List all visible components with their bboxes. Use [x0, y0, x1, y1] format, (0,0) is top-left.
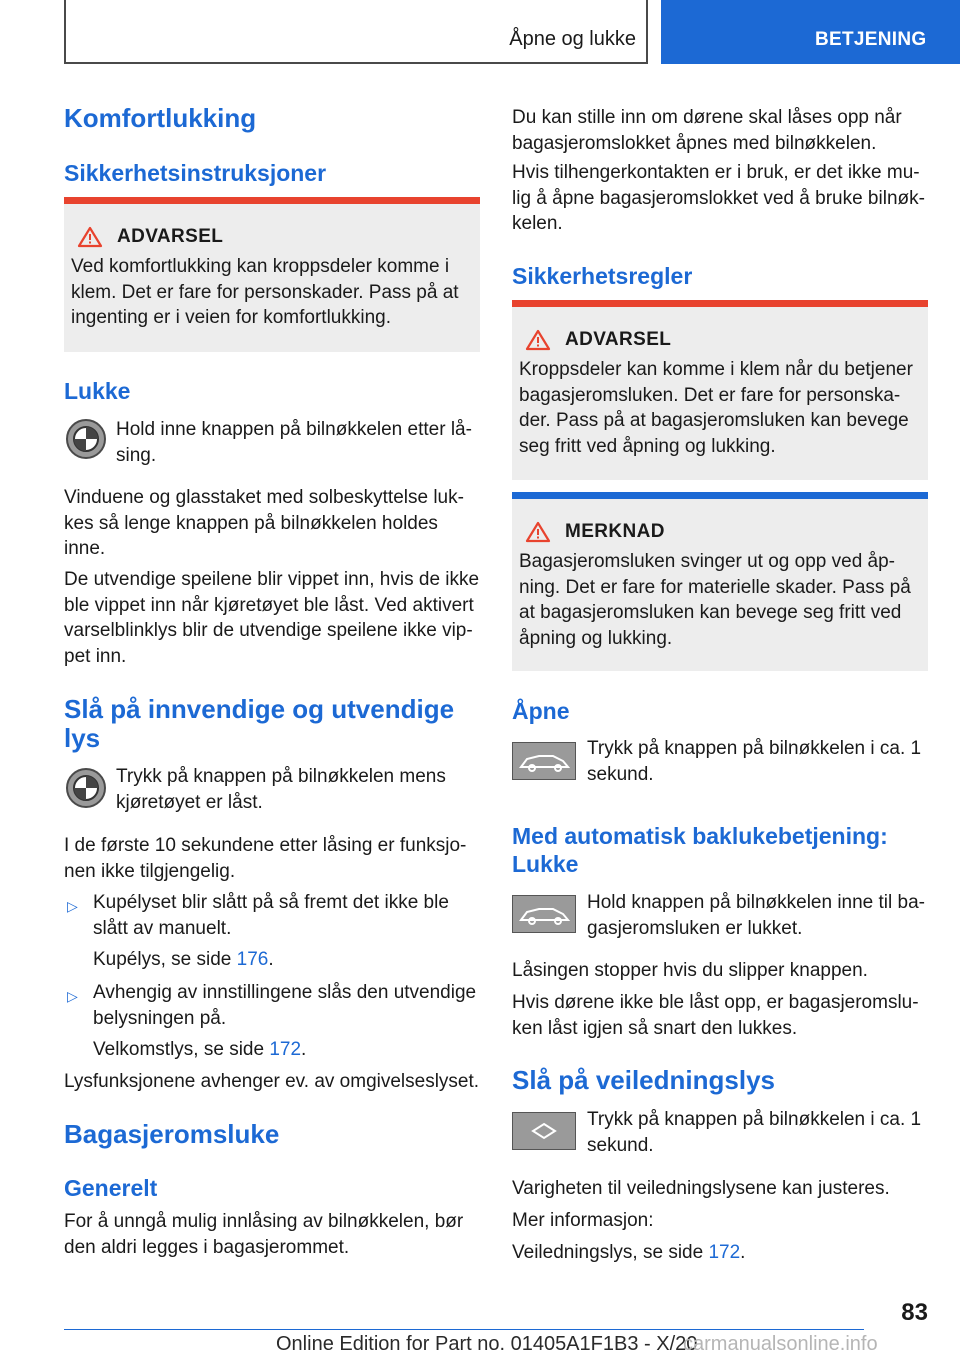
page-link[interactable]: 172 — [269, 1039, 302, 1060]
auto-instruction: Hold knappen på bilnøkkelen inne til ba-gasjeromsluken er lukket. — [587, 892, 925, 939]
lys-instruction: Trykk på knappen på bilnøkkelen mens kjøretøyet er låst. — [116, 766, 446, 813]
speilene-paragraph: De utvendige speilene blir vippet inn, hvis de ikke ble vippet inn når kjøretøyet ble låst. Ved aktivert varselblinklys blir de utvendige speilene ikke vip-pet inn. — [64, 569, 480, 667]
warning-triangle-icon — [77, 226, 103, 248]
velkomstlys-reference: Velkomstlys, se side 172. — [93, 1039, 307, 1060]
bullet-text: Kupélyset blir slått på så fremt det ikke ble slått av manuelt. — [93, 892, 449, 939]
note-label: MERKNAD — [565, 521, 665, 542]
varighet-paragraph: Varigheten til veiledningslysene kan justeres. — [512, 1178, 890, 1199]
note-text: Bagasjeromsluken svinger ut og opp ved åp-ning. Det er fare for materielle skader. Pass på at bagasjeromsluken kan bevege seg fritt ved åpning og lukking. — [519, 551, 911, 649]
veiledningslys-instruction: Trykk på knappen på bilnøkkelen i ca. 1 sekund. — [587, 1109, 922, 1156]
tailgate-button-icon — [512, 742, 576, 780]
page-link[interactable]: 176 — [236, 949, 269, 970]
generelt-paragraph: For å unngå mulig innlåsing av bilnøkkelen, bør den aldri legges i bagasjerommet. — [64, 1211, 464, 1258]
lys-heading: Slå på innvendige og utvendige lys — [64, 694, 455, 753]
warning-label: ADVARSEL — [117, 226, 224, 247]
lasingen-paragraph: Låsingen stopper hvis du slipper knappen. — [512, 960, 868, 981]
footer-divider — [64, 1329, 864, 1330]
note-header — [519, 521, 921, 543]
komfortlukking-heading: Komfortlukking — [64, 103, 257, 133]
triangle-bullet-icon: ▷ — [67, 988, 78, 1004]
guide-light-button-icon — [512, 1112, 576, 1150]
footer-watermark: carmanualsonline.info — [683, 1333, 878, 1355]
mer-informasjon-paragraph: Mer informasjon: — [512, 1210, 654, 1231]
veiledningslys-reference: Veiledningslys, se side 172. — [512, 1242, 746, 1263]
list-item — [64, 980, 480, 1031]
lukke-heading: Lukke — [64, 378, 131, 404]
sikkerhetsregler-heading: Sikkerhetsregler — [512, 263, 693, 289]
stille-paragraph: Du kan stille inn om dørene skal låses opp når bagasjeromslokket åpnes med bilnøkkelen. — [512, 107, 902, 154]
auto-baklukebetjening-heading: Med automatisk baklukebetjening: Lukke — [512, 823, 888, 877]
note-box — [512, 492, 928, 671]
page-link[interactable]: 172 — [708, 1242, 741, 1263]
tailgate-button-icon — [512, 895, 576, 933]
veiledningslys-heading: Slå på veiledningslys — [512, 1065, 775, 1095]
warning-header — [71, 226, 473, 248]
apne-instruction: Trykk på knappen på bilnøkkelen i ca. 1 sekund. — [587, 738, 922, 785]
lysfunksjonene-paragraph: Lysfunksjonene avhenger ev. av omgivelseslyset. — [64, 1071, 480, 1092]
triangle-bullet-icon: ▷ — [67, 898, 78, 914]
generelt-heading: Generelt — [64, 1175, 158, 1201]
page-number: 83 — [901, 1299, 928, 1326]
bagasjeromsluke-heading: Bagasjeromsluke — [64, 1119, 280, 1149]
dorene-paragraph: Hvis dørene ikke ble låst opp, er bagasjeromslu-ken låst igjen så snart den lukkes. — [512, 992, 919, 1039]
warning-box — [512, 300, 928, 480]
warning-triangle-icon — [525, 329, 551, 351]
list-item — [64, 890, 480, 941]
warning-text: Ved komfortlukking kan kroppsdeler komme i klem. Det er fare for personskader. Pass på at ingenting er i veien for komfortlukking. — [71, 256, 459, 328]
tilhenger-paragraph: Hvis tilhengerkontakten er i bruk, er det ikke mu-lig å åpne bagasjeromslokket ved å bruke bilnøk-kelen. — [512, 162, 925, 234]
warning-triangle-icon — [525, 521, 551, 543]
bmw-key-icon — [66, 768, 106, 808]
header-title: Åpne og lukke — [509, 28, 636, 50]
warning-text: Kroppsdeler kan komme i klem når du betjener bagasjeromsluken. Det er fare for personska-der. Pass på at bagasjeromsluken kan bevege seg fritt ved åpning og lukking. — [519, 359, 913, 457]
footer-edition: Online Edition for Part no. 01405A1F1B3 - X/20 — [276, 1333, 698, 1355]
apne-heading: Åpne — [512, 698, 570, 724]
header-title-box — [64, 0, 648, 64]
bmw-key-icon — [66, 419, 106, 459]
header-section-tab — [661, 0, 960, 64]
warning-box — [64, 197, 480, 352]
bullet-text: Avhengig av innstillingene slås den utvendige belysningen på. — [93, 982, 477, 1029]
warning-label: ADVARSEL — [565, 329, 672, 350]
kupelys-reference: Kupélys, se side 176. — [93, 949, 274, 970]
forste-paragraph: I de første 10 sekundene etter låsing er funksjo-nen ikke tilgjengelig. — [64, 835, 467, 882]
vinduene-paragraph: Vinduene og glasstaket med solbeskyttelse luk-kes så lenge knappen på bilnøkkelen holdes inne. — [64, 487, 464, 559]
lukke-instruction: Hold inne knappen på bilnøkkelen etter lå-sing. — [116, 419, 472, 466]
sikkerhetsinstruksjoner-heading: Sikkerhetsinstruksjoner — [64, 160, 327, 186]
warning-header — [519, 329, 921, 351]
header-section-label: BETJENING — [815, 29, 927, 50]
